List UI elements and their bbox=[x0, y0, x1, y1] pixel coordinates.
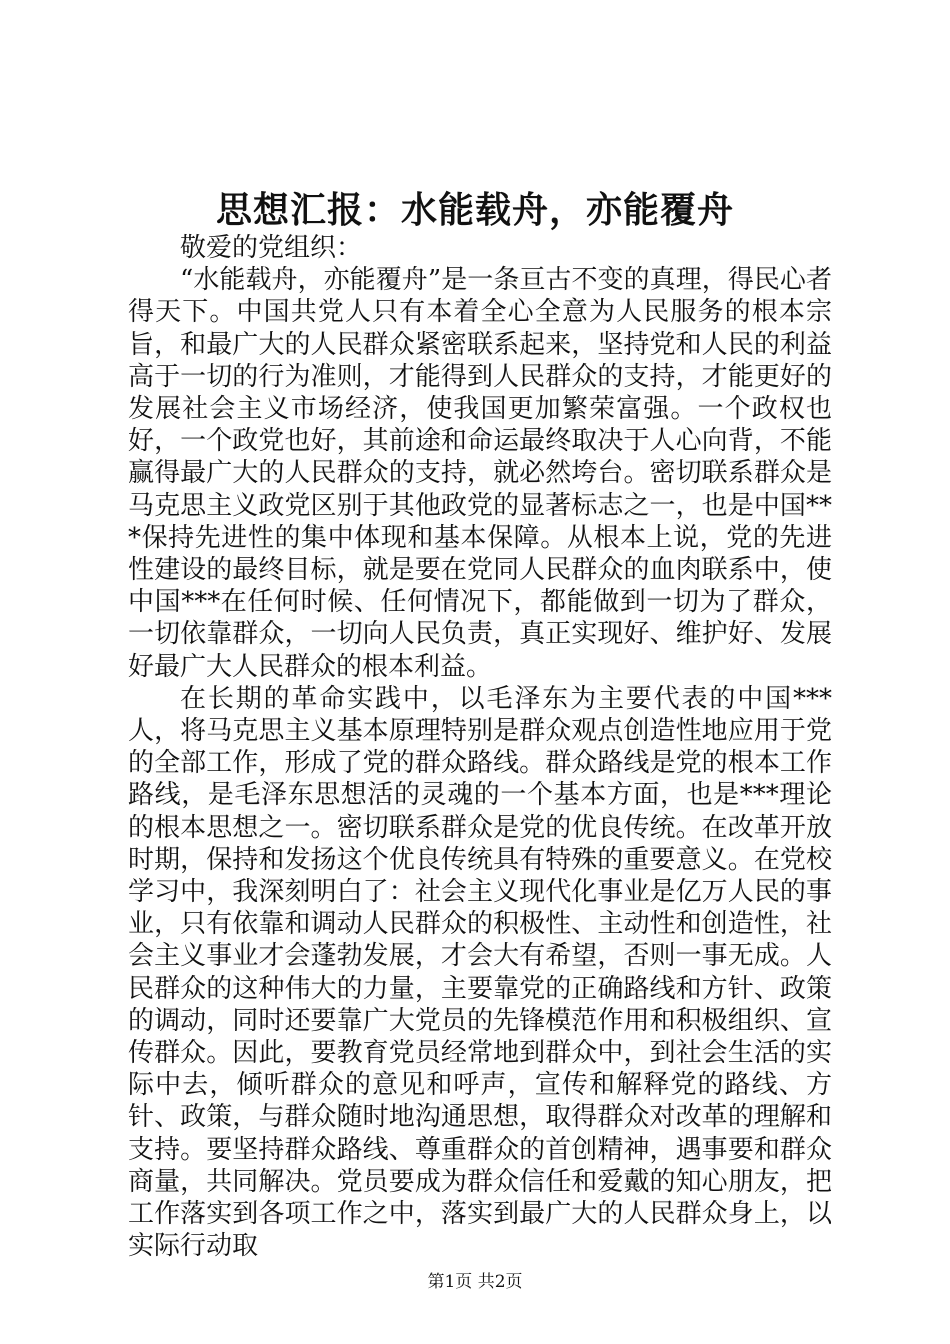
salutation: 敬爱的党组织： bbox=[180, 233, 363, 263]
document-title: 思想汇报：水能载舟，亦能覆舟 bbox=[215, 189, 734, 231]
page-footer: 第1页 共2页 bbox=[427, 1272, 523, 1292]
paragraph-1: “水能载舟，亦能覆舟”是一条亘古不变的真理，得民心者得天下。中国共党人只有本着全心全意为人民服务的根本宗旨，和最广大的人民群众紧密联系起来，坚持党和人民的利益高于一切的行为准则，才能得到人民群众的支持，才能更好的发展社会主义市场经济，使我国更加繁荣富强。一个政权也好，一个政党也好，其前途和命运最终取决于人心向背，不能赢得最广大的人民群众的支持，就必然垮台。密切联系群众是马克思主义政党区别于其他政党的显著标志之一，也是中国***保持先进性的集中体现和基本保障。从根本上说，党的先进性建设的最终目标，就是要在党同人民群众的血肉联系中，使中国***在任何时候、任何情况下，都能做到一切为了群众，一切依靠群众，一切向人民负责，真正实现好、维护好、发展好最广大人民群众的根本利益。 bbox=[128, 265, 832, 682]
paragraph-2: 在长期的革命实践中，以毛泽东为主要代表的中国***人，将马克思主义基本原理特别是群众观点创造性地应用于党的全部工作，形成了党的群众路线。群众路线是党的根本工作路线，是毛泽东思想活的灵魂的一个基本方面，也是***理论的根本思想之一。密切联系群众是党的优良传统。在改革开放时期，保持和发扬这个优良传统具有特殊的重要意义。在党校学习中，我深刻明白了：社会主义现代化事业是亿万人民的事业，只有依靠和调动人民群众的积极性、主动性和创造性，社会主义事业才会蓬勃发展，才会大有希望，否则一事无成。人民群众的这种伟大的力量，主要靠党的正确路线和方针、政策的调动，同时还要靠广大党员的先锋模范作用和积极组织、宣传群众。因此，要教育党员经常地到群众中，到社会生活的实际中去，倾听群众的意见和呼声，宣传和解释党的路线、方针、政策，与群众随时地沟通思想，取得群众对改革的理解和支持。要坚持群众路线、尊重群众的首创精神，遇事要和群众商量，共同解决。党员要成为群众信任和爱戴的知心朋友，把工作落实到各项工作之中，落实到最广大的人民群众身上，以实际行动取 bbox=[128, 683, 832, 1262]
document-body bbox=[128, 232, 832, 1263]
